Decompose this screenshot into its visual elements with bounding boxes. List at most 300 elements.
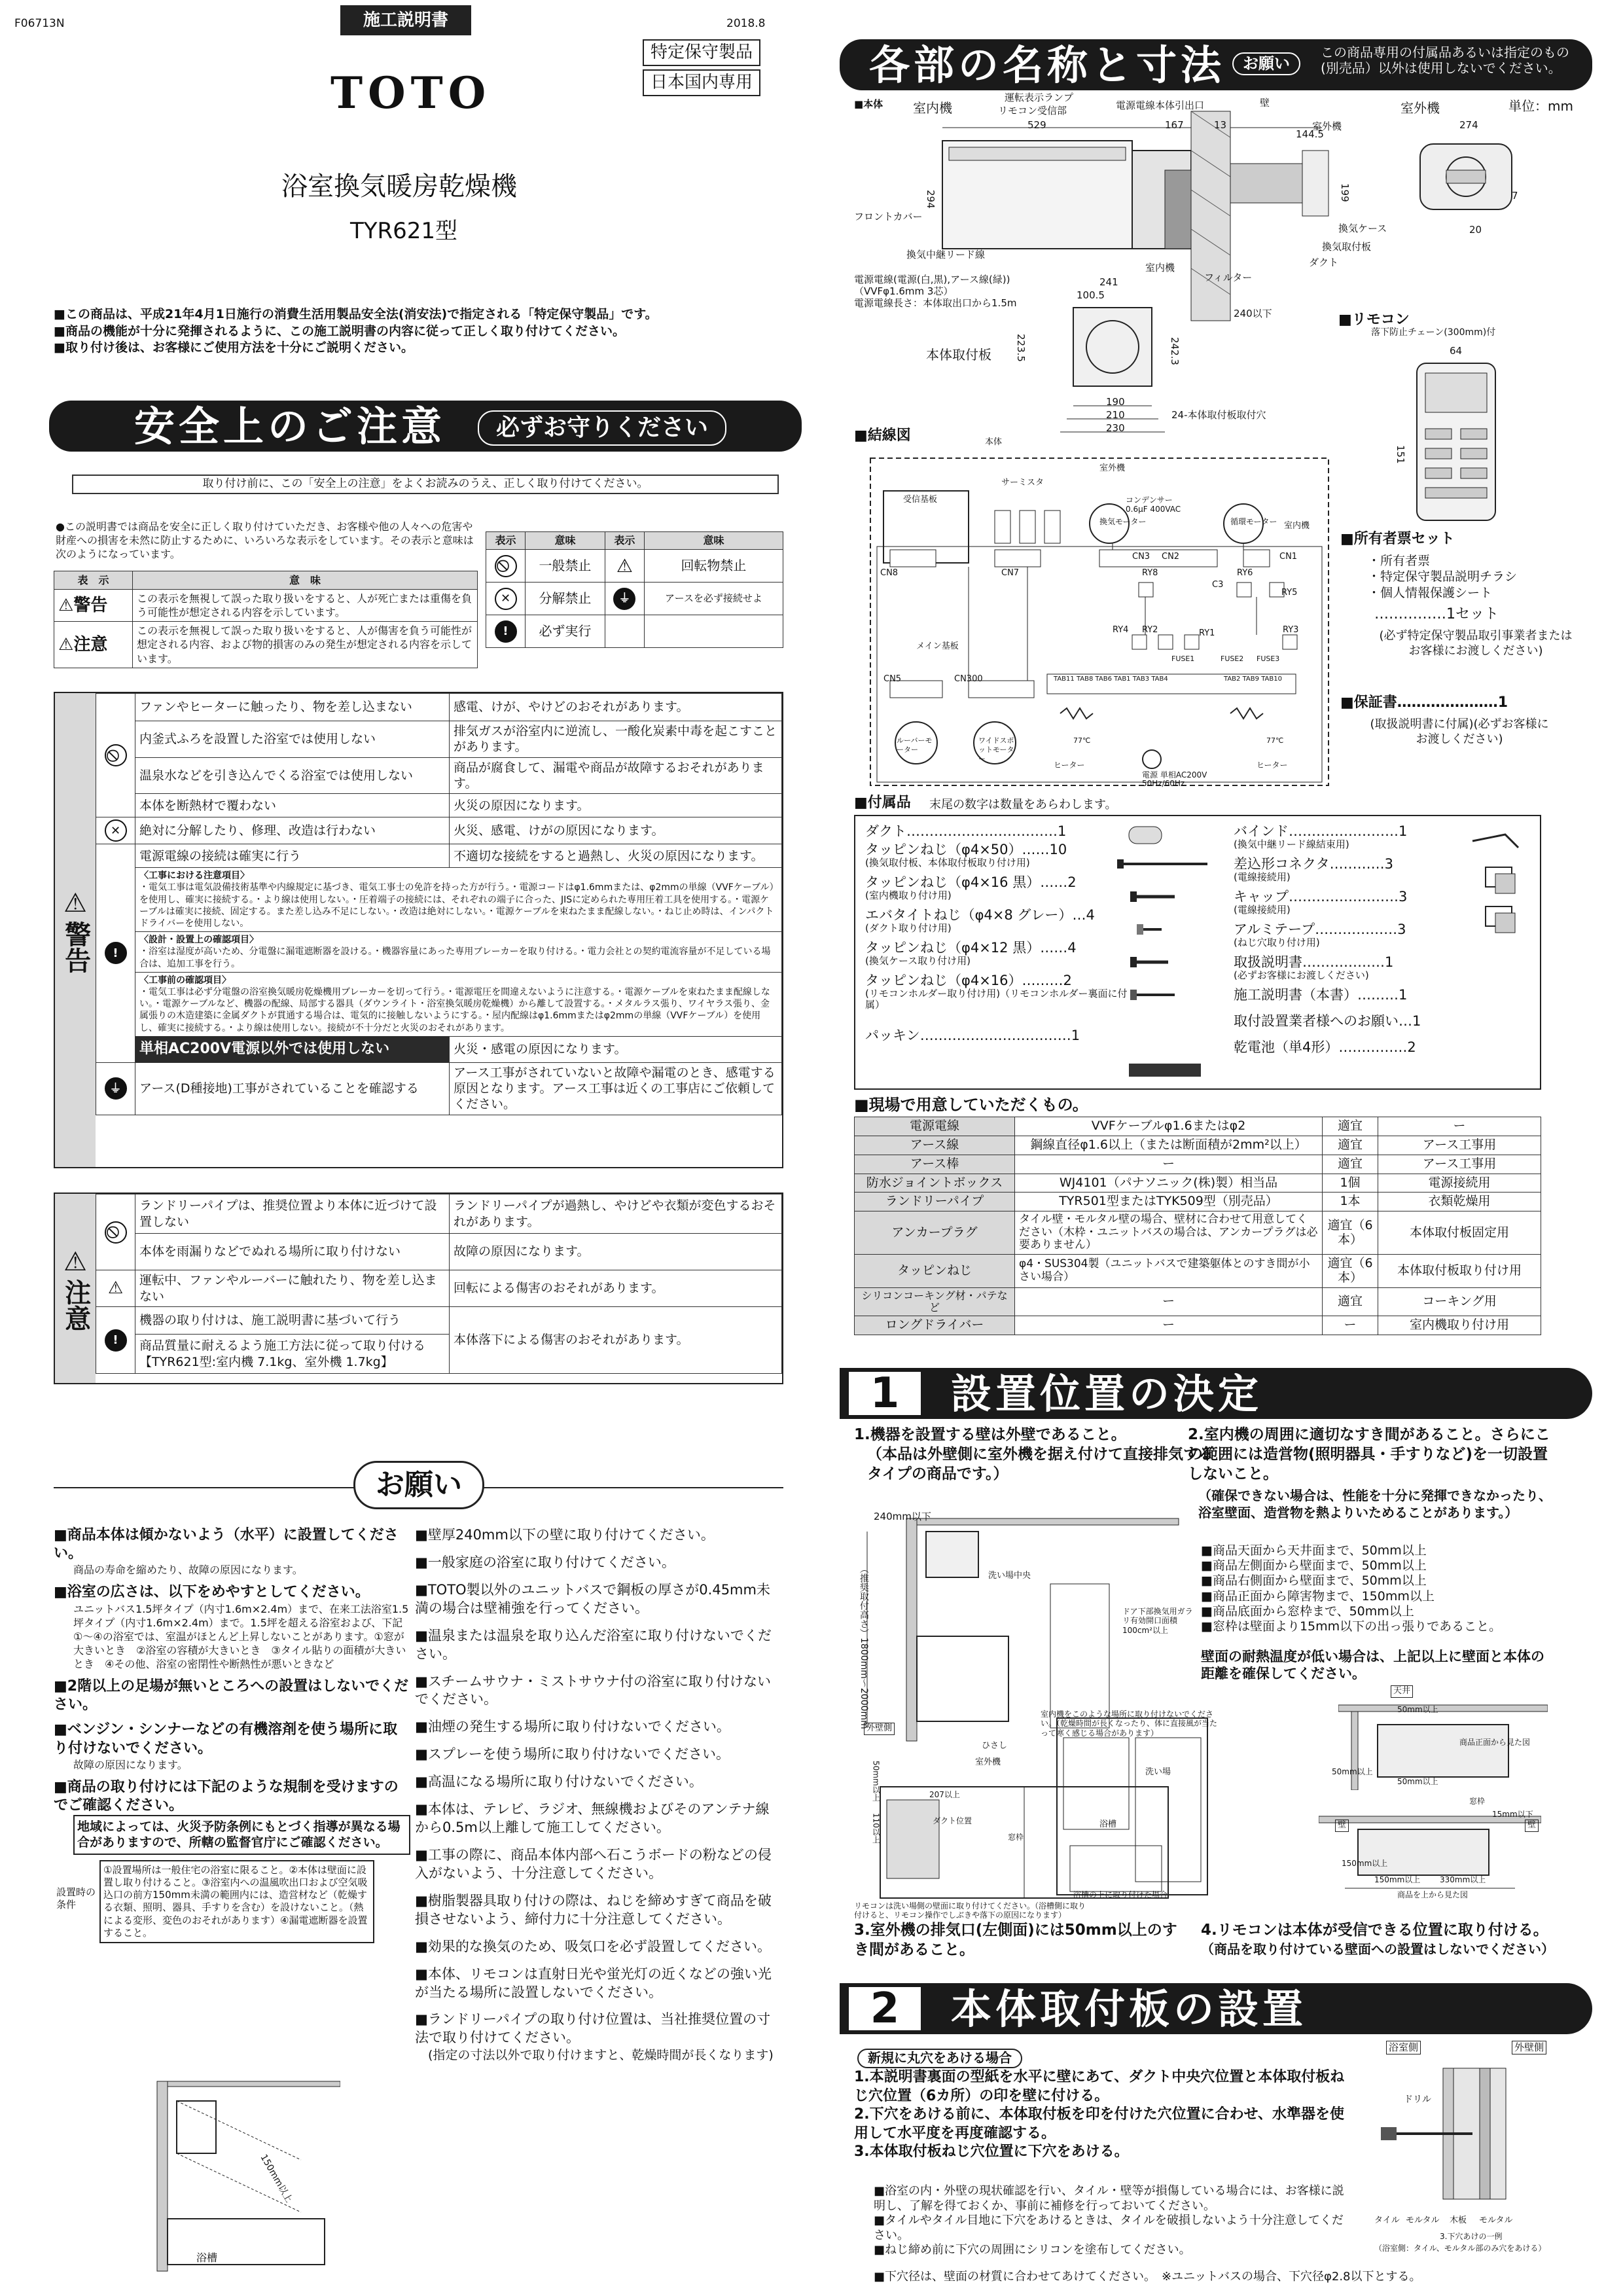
- w-circ-motor: 循環モーター: [1230, 517, 1277, 526]
- sym-h2: 意味: [526, 532, 605, 550]
- warn-res-5: 火災、感電、けがの原因になります。: [450, 817, 782, 844]
- w-fuse2: FUSE2: [1221, 655, 1244, 663]
- f1-top-view: 商品を上から見た図: [1397, 1890, 1469, 1899]
- parts-title-bar: [840, 39, 1592, 90]
- caution-item-2: 本体を雨漏りなどでぬれる場所に取り付けない: [135, 1234, 450, 1270]
- prohibit-icon-c1: [105, 1221, 127, 1244]
- s1-p3: 3.室外機の排気口(左側面)には50mm以上のすき間があること。: [854, 1922, 1177, 1958]
- warn-item-1: ファンやヒーターに触ったり、物を差し込まない: [135, 694, 450, 721]
- f1-wash-area: 洗い場: [1145, 1767, 1171, 1777]
- prohibited-icon: [495, 555, 517, 577]
- site-r4-u: 電源接続用: [1378, 1174, 1541, 1193]
- warn-res-2: 排気ガスが浴室内に逆流し、一酸化炭素中毒を起こすことがあります。: [450, 721, 782, 758]
- onegai-r11: ■樹脂製器具取り付けの際は、ねじを締めすぎて商品を破損させないよう、締付力に十分注意してください。: [415, 1892, 772, 1927]
- d-bath-side: 浴室側: [1386, 2041, 1421, 2054]
- f1-240: 240mm以下: [874, 1511, 931, 1522]
- site-table: [854, 1117, 1541, 1335]
- site-r6-q: 適宜（6本）: [1323, 1211, 1378, 1255]
- dim-167: 167: [1165, 119, 1184, 131]
- site-r1-q: 適宜: [1323, 1117, 1378, 1136]
- caution-res-3: 回転による傷害のおそれがあります。: [450, 1270, 782, 1307]
- s1-number: 1: [849, 1372, 921, 1415]
- site-r9-u: 室内機取り付け用: [1378, 1316, 1541, 1335]
- dim-210: 210: [1106, 409, 1125, 421]
- lbl-mount-plate: 本体取付板: [926, 347, 991, 363]
- site-r4-k: 防水ジョイントボックス: [855, 1174, 1015, 1193]
- lbl-mount-holes: 24-本体取付板取付穴: [1171, 409, 1266, 421]
- caution-side-text: 注意: [60, 1279, 91, 1332]
- warn-res-1: 感電、けが、やけどのおそれがあります。: [450, 694, 782, 721]
- warning-triangle-icon: ⚠: [58, 596, 74, 616]
- lbl-duct: ダクト: [1309, 257, 1339, 268]
- sym-rotation-prohibit: 回転物禁止: [644, 550, 783, 583]
- w-thermistor: サーミスタ: [1001, 478, 1044, 488]
- rotation-icon-c: ⚠: [107, 1278, 124, 1298]
- w-body: 本体: [985, 437, 1003, 447]
- legend-h2: 意 味: [133, 571, 478, 590]
- cond-text: ①設置場所は一般住宅の浴室に限ること。②本体は壁面に設置し取り付けること。③浴室内への温風吹出口および空気吸込口の前方150mm未満の範囲内には、造営材など（乾燥する衣類、照明、器具、手すりを含む）を設けないこと。（熱による変形、変色のおそれがあります）④漏電遮断器を設置すること。: [99, 1860, 374, 1943]
- acc-sub: 末尾の数字は数量をあらわします。: [929, 798, 1117, 812]
- sym-general-prohibit: 一般禁止: [526, 550, 605, 583]
- no-disassemble-icon-2: ✕: [105, 819, 127, 842]
- dim-144: 144.5: [1296, 128, 1324, 140]
- onegai-l3: ■2階以上の足場が無いところへの設置はしないでください。: [54, 1678, 409, 1713]
- dim-7: 7: [1512, 190, 1518, 202]
- ac200v-result: 火災・感電の原因になります。: [450, 1036, 782, 1062]
- onegai-r4: ■温泉または温泉を取り込んだ浴室に取り付けないでください。: [415, 1627, 772, 1662]
- f1-duct-pos: ダクト位置: [933, 1816, 972, 1825]
- w-c3: C3: [1212, 580, 1224, 590]
- site-r4-v: WJ4101（パナソニック(株)製）相当品: [1015, 1174, 1323, 1193]
- doc-code: F06713N: [14, 17, 65, 30]
- badge-tokutei: 特定保守製品: [643, 39, 760, 66]
- caution-item-1: ランドリーパイプは、推奨位置より本体に近づけて設置しない: [135, 1194, 450, 1234]
- owner-qty: ……………1セット: [1374, 606, 1499, 622]
- s2-bar: [840, 1983, 1592, 2034]
- f1-bad-place: 室内機をこのような場所に取り付けないでください。（乾燥時間が長くなったり、体に直接風が当たって寒く感じる場合があります）: [1041, 1710, 1218, 1738]
- dim-13: 13: [1214, 119, 1227, 131]
- acc-r1: バインド……………………1 (換気中継リード線結束用): [1234, 823, 1408, 851]
- w-spot-motor: ワイドスポットモーター: [978, 736, 1014, 764]
- onegai-r13: ■本体、リモコンは直射日光や蛍光灯の近くなどの強い光が当たる場所に設置しないでください。: [415, 1965, 772, 2000]
- f1-50: 50mm以上: [871, 1761, 881, 1802]
- w-ry2: RY2: [1142, 625, 1158, 635]
- f1-side50b: 50mm以上: [1397, 1777, 1438, 1786]
- sym-h4: 意味: [644, 532, 783, 550]
- d-outer-side: 外壁側: [1512, 2041, 1546, 2054]
- w-heater-1: ヒーター: [1054, 761, 1085, 770]
- indoor-label: 室内機: [913, 100, 952, 116]
- warning-block: [54, 692, 783, 1168]
- site-r1-v: VVFケーブルφ1.6またはφ2: [1015, 1117, 1323, 1136]
- site-r1-k: 電源電線: [855, 1117, 1015, 1136]
- dim-190: 190: [1106, 396, 1125, 408]
- acc-right: [1234, 823, 1469, 1062]
- w-cn3: CN3: [1132, 552, 1150, 562]
- f1-outdoor: 室外機: [975, 1757, 1001, 1767]
- s2-step2: 2.下穴をあける前に、本体取付板を印を付けた穴位置に合わせ、水準器を使用して水平度を再度確認する。: [854, 2106, 1345, 2142]
- f1-15: 15mm以下: [1492, 1810, 1533, 1819]
- s1-bath-top-figure: [1050, 1712, 1214, 1901]
- acc-l7: パッキン……………………………1: [865, 1028, 1080, 1043]
- site-r6-k: アンカープラグ: [855, 1211, 1015, 1255]
- f1-110: 110以上: [871, 1813, 881, 1844]
- site-r2-q: 適宜: [1323, 1136, 1378, 1155]
- onegai-r3: ■TOTO製以外のユニットバスで鋼板の厚さが0.45mm未満の場合は壁補強を行ってください。: [415, 1581, 770, 1616]
- notice-1: ■この商品は、平成21年4月1日施行の消費生活用製品安全法(消安法)で指定される「特定保守製品」です。: [54, 307, 658, 321]
- dim-100: 100.5: [1077, 289, 1105, 301]
- caution-item-4: 機器の取り付けは、施工説明書に基づいて行う: [135, 1307, 450, 1335]
- f1-wall-b: 壁: [1525, 1820, 1539, 1832]
- site-r6-v: タイル壁・モルタル壁の場合、壁材に合わせて用意してください（木枠・ユニットバスの場合は、アンカープラグは必要ありません）: [1015, 1211, 1323, 1255]
- must-do-icon-2: !: [105, 942, 127, 964]
- owner-items: ・所有者票 ・特定保守製品説明チラシ ・個人情報保護シート: [1368, 554, 1518, 600]
- lbl-cable-length: 電源電線長さ：本体取出口から1.5m: [854, 297, 1017, 309]
- f1-front150: 150mm以上: [1342, 1859, 1388, 1868]
- site-r5-u: 衣類乾燥用: [1378, 1193, 1541, 1211]
- legend-key-warning: 警告: [73, 596, 108, 616]
- dim-242: 242.3: [1169, 337, 1181, 365]
- sym-disassemble-prohibit: 分解禁止: [526, 583, 605, 615]
- w-fuse1: FUSE1: [1171, 655, 1195, 663]
- f1-207: 207以上: [929, 1790, 960, 1799]
- acc-l1: ダクト……………………………1: [865, 823, 1067, 839]
- site-r8-k: シリコンコーキング材・パテなど: [855, 1287, 1015, 1316]
- site-r3-u: アース工事用: [1378, 1155, 1541, 1174]
- site-r8-v: ー: [1015, 1287, 1323, 1316]
- no-disassemble-icon: ✕: [495, 588, 517, 610]
- f1-ceiling: 天井: [1391, 1685, 1413, 1698]
- dim-294: 294: [925, 190, 937, 209]
- caution-item-3: 運転中、ファンやルーバーに触れたり、物を差し込まない: [135, 1270, 450, 1307]
- f1-tub: 浴槽: [1099, 1820, 1117, 1829]
- onegai-l2: ■浴室の広さは、以下をめやすとしてください。 ユニットバス1.5坪タイプ（内寸1.6m×2.4m）まで、在来工法浴室1.5坪タイプ（内寸1.6m×2.4m）まで。1.5坪を超える浴室および、下記①～④の浴室では、室温がほとんど上昇しないことがあります。①窓が大きいとき ②浴室の容積が大きいとき ③タイル貼りの面積が大きいとき ④その他、浴室の密閉性や断熱性が悪いときなど: [54, 1584, 409, 1671]
- acc-left: [865, 823, 1140, 1047]
- s2-subnotes: ■浴室の内・外壁の現状確認を行い、タイル・壁等が損傷している場合には、お客様に説明し、了解を得ておくか、事前に補修を行っておいてください。 ■タイルやタイル目地に下穴をあけるときは、タイルを破損しないよう十分注意してください。 ■ねじ締め前に下穴の周囲にシリコンを塗布してください。: [874, 2184, 1344, 2257]
- w-power-source: 電源 単相AC200V 50Hz/60Hz: [1142, 770, 1207, 789]
- caution-side-icon: ⚠: [63, 1246, 87, 1277]
- w-cn8: CN8: [880, 568, 899, 578]
- w-ry5: RY5: [1281, 588, 1298, 598]
- site-r2-k: アース線: [855, 1136, 1015, 1155]
- f1-outside: 外壁側: [864, 1723, 895, 1735]
- site-r7-q: 適宜（6本）: [1323, 1254, 1378, 1287]
- s1-p2: 2.室内機の周囲に適切なすき間があること。さらにこの範囲には造営物(照明器具・手すりなど)を一切設置しないこと。 （確保できない場合は、性能を十分に発揮できなかったり、浴室壁面、造営物を熱よりいためることがあります。）: [1188, 1426, 1552, 1520]
- earth-result: アース工事がされていないと故障や漏電のとき、感電する原因となります。アース工事は近くの工事店にご依頼してください。: [450, 1062, 782, 1115]
- sym-must: 必ず実行: [526, 615, 605, 648]
- remote-drawing: [1407, 357, 1505, 527]
- onegai-right: [415, 1526, 781, 2064]
- w-tabs: TAB11 TAB8 TAB6 TAB1 TAB3 TAB4: [1054, 675, 1168, 683]
- acc-r2: 差込形コネクタ…………3 (電線接続用): [1234, 856, 1393, 884]
- site-r2-u: アース工事用: [1378, 1136, 1541, 1155]
- legend-val-caution: この表示を無視して誤った取り扱いをすると、人が傷害を負う可能性が想定される内容、および物的損害のみの発生が想定される内容を示しています。: [133, 622, 478, 668]
- onegai-l5: ■商品の取り付けには下記のような規制を受けますのでご確認ください。 地域によっては、火災予防条例にもとづく指導が異なる場合がありますので、所轄の監督官庁にご確認ください。: [54, 1778, 410, 1855]
- parts-note: この商品専用の付属品あるいは指定のもの(別売品）以外は使用しないでください。: [1321, 45, 1569, 76]
- wiring-label: ■結線図: [854, 427, 911, 444]
- acc-l3: タッピンねじ（φ4×16 黒）……2 (室内機取り付け用): [865, 874, 1077, 902]
- parts-pill: お願い: [1232, 52, 1300, 75]
- caution-res-5: 本体落下による傷害のおそれがあります。: [450, 1307, 782, 1374]
- acc-l4: エバタイトねじ（φ4×8 グレー）…4 (ダクト取り付け用): [865, 907, 1095, 935]
- safety-pill: 必ずお守りください: [478, 410, 726, 446]
- acc-r5: 取扱説明書………………1 (必ずお客様にお渡しください): [1234, 954, 1394, 982]
- w-cn300: CN300: [954, 674, 983, 684]
- w-heater-2: ヒーター: [1257, 761, 1288, 770]
- w-vent-motor: 換気モーター: [1099, 517, 1147, 526]
- site-r9-k: ロングドライバー: [855, 1316, 1015, 1335]
- onegai-title: お願い: [353, 1461, 484, 1509]
- notice-2: ■商品の機能が十分に発揮されるように、この施工説明書の内容に従って正しく取り付けてください。: [54, 323, 625, 338]
- w-cn2: CN2: [1162, 552, 1180, 562]
- acc-connectors-drawing: [1466, 828, 1531, 959]
- f1-wash-center: 洗い場中央: [988, 1571, 1031, 1581]
- d-wood: 木板: [1450, 2215, 1467, 2225]
- caution-item-5: 商品質量に耐えるよう施工方法に従って取り付ける【TYR621型:室内機 7.1kg、室外機 1.7kg】: [135, 1335, 450, 1374]
- must-do-icon-c: !: [105, 1329, 127, 1352]
- w-indoor: 室内機: [1284, 521, 1310, 531]
- f1-eave: ひさし: [982, 1741, 1008, 1751]
- onegai-r12: ■効果的な換気のため、吸気口を必ず設置してください。: [415, 1938, 771, 1954]
- cond-label: 設置時の条件: [56, 1886, 96, 1910]
- rotation-warning-icon: ⚠: [616, 555, 633, 577]
- site-r3-k: アース棒: [855, 1155, 1015, 1174]
- work3-text: ・電気工事は必ず分電盤の浴室換気暖房乾燥機用ブレーカーを切って行う。・電源電圧を間違えないように注意する。・電源ケーブルを束ねたまま配線しない。・電源ケーブルなど、機器の配線、局部する器具（ダウンライト・浴室換気暖房乾燥機）から離して設置する。・メタルラス張り、ワイヤラス張り、金属張りの木造建築に金属ダクトが貫通する場合は、電気的に接触しないようにする。・屋内配線はφ1.6mmまたはφ2mmの単線（VVFケーブル）を使用し、確実に接続する。・より線は使用しない。接続が不十分だと火災のおそれがあります。: [139, 986, 770, 1033]
- lbl-filter: フィルター: [1204, 272, 1253, 283]
- w-tabs-2: TAB2 TAB9 TAB10: [1224, 675, 1282, 683]
- d-mortar2: モルタル: [1479, 2215, 1513, 2225]
- w-outdoor: 室外機: [1099, 463, 1126, 473]
- brand-logo: TOTO: [330, 67, 491, 118]
- f1-front-view: 商品正面から見た図: [1459, 1738, 1531, 1747]
- bath-fig-label: 浴槽: [196, 2251, 218, 2264]
- s2-step3: 3.本体取付板ねじ穴位置に下穴をあける。: [854, 2144, 1129, 2161]
- site-r3-q: 適宜: [1323, 1155, 1378, 1174]
- owner-note: (必ず特定保守製品取引事業者またはお客様にお渡しください): [1379, 629, 1573, 658]
- f1-side50a: 50mm以上: [1332, 1767, 1373, 1776]
- onegai-conditions: [54, 1860, 410, 1943]
- d-tile: タイル: [1374, 2215, 1400, 2225]
- site-r7-k: タッピンねじ: [855, 1254, 1015, 1287]
- f1-wall-a: 壁: [1335, 1820, 1349, 1832]
- bath-fig-dim: 150mm以上: [258, 2152, 294, 2204]
- sym-h1: 表示: [486, 532, 526, 550]
- w-recv-board: 受信基板: [903, 495, 938, 505]
- w-capacitor: コンデンサー 0.6μF 400VAC: [1126, 495, 1181, 514]
- remote-label: ■リモコン: [1338, 312, 1410, 328]
- site-r9-v: ー: [1015, 1316, 1323, 1335]
- dim-241: 241: [1099, 276, 1118, 288]
- warranty-note: (取扱説明書に付属)(必ずお客様にお渡しください): [1370, 717, 1549, 747]
- s1-clearances: ■商品天面から天井面まで、50mm以上 ■商品左側面から壁面まで、50mm以上 ■商品右側面から壁面まで、50mm以上 ■商品正面から障害物まで、150mm以上 ■商品底面から窓枠まで、50mm以上 ■窓枠は壁面より15mm以下の出っ張りであること。: [1201, 1543, 1502, 1634]
- w-louver-motor: ルーバーモーター: [897, 736, 933, 755]
- ac200v-label: 単相AC200V電源以外では使用しない: [135, 1036, 450, 1062]
- s1-title: 設置位置の決定: [951, 1370, 1263, 1418]
- lbl-cable-outlet: 電源電線本体引出口: [1116, 99, 1205, 111]
- w-fuse3: FUSE3: [1257, 655, 1280, 663]
- work2-heading: 〈設計・設置上の確認項目〉: [139, 935, 259, 946]
- unit-label: 単位：mm: [1508, 98, 1573, 114]
- onegai-r5: ■スチームサウナ・ミストサウナ付の浴室に取り付けないでください。: [415, 1673, 771, 1708]
- w-ry3: RY3: [1283, 625, 1299, 635]
- s1-p4: 4.リモコンは本体が受信できる位置に取り付ける。 （商品を取り付けている壁面への設置はしないでください）: [1201, 1922, 1554, 1957]
- lbl-vvf: （VVFφ1.6mm 3芯）: [854, 285, 954, 297]
- f1-150b: 150mm以上: [1374, 1875, 1421, 1884]
- s2-title: 本体取付板の設置: [951, 1985, 1308, 2033]
- caution-triangle-icon: ⚠: [58, 634, 74, 655]
- earth-label: アース(D種接地)工事がされていることを確認する: [135, 1062, 450, 1115]
- site-r1-u: ー: [1378, 1117, 1541, 1136]
- outdoor-label: 室外機: [1400, 100, 1440, 116]
- remote-sub: 落下防止チェーン(300mm)付: [1371, 327, 1496, 338]
- work1-text: ・電気工事は電気設備技術基準や内線規定に基づき、電気工事士の免許を持った方が行う。・電源コードはφ1.6mmまたは、φ2mmの単線（VVFケーブル）を使用し、確実に接続する。・より線は使用しない。・圧着端子の接続には、それぞれの端子に合った、JISに定められた専用圧着工具を使用する。・電源ケーブルは確実に接続、固定する。また差し込み不足にしない。・改造は絶対にしない。・電源ケーブルを束ねたまま配線しない。・ねじ止め時は、インパクトドライバーを使用しない。: [139, 882, 774, 929]
- doc-date: 2018.8: [726, 17, 766, 30]
- s1-clearance-top-figure: [1319, 1810, 1541, 1934]
- warn-res-3: 商品が腐食して、漏電や商品が故障するおそれがあります。: [450, 757, 782, 794]
- notices: [54, 306, 806, 357]
- warn-item-6: 電源電線の接続は確実に行う: [135, 844, 450, 868]
- safety-title: 安全上のご注意: [134, 403, 446, 450]
- notice-3: ■取り付け後は、お客様にご使用方法を十分にご説明ください。: [54, 340, 414, 355]
- onegai-r9: ■本体は、テレビ、ラジオ、無線機およびそのアンテナ線から0.5m以上離して施工してください。: [415, 1801, 770, 1836]
- s2-tag: 新規に丸穴をあける場合: [857, 2049, 1022, 2068]
- f1-window2: 窓枠: [1469, 1797, 1486, 1806]
- acc-r8: 乾電池（単4形）……………2: [1234, 1039, 1416, 1055]
- site-r5-k: ランドリーパイプ: [855, 1193, 1015, 1211]
- f1-door-vent: ドア下部換気用ガラリ有効開口面積100cm²以上: [1122, 1607, 1193, 1635]
- sym-earth: アースを必ず接続せよ: [644, 583, 783, 615]
- legend-val-warning: この表示を無視して誤った取り扱いをすると、人が死亡または重傷を負う可能性が想定される内容を示しています。: [133, 590, 478, 622]
- d-caption-sub: （浴室側：タイル、モルタル部のみ穴をあける）: [1374, 2244, 1546, 2253]
- lbl-front-cover: フロントカバー: [854, 211, 923, 223]
- lbl-power-cable: 電源電線(電源(白,黒),アース線(緑)): [854, 274, 1010, 285]
- lbl-remote-receiver: リモコン受信部: [998, 105, 1067, 117]
- prohibit-icon-1: [105, 744, 127, 766]
- lbl-indoor-unit: 室内機: [1145, 262, 1175, 274]
- warn-item-4: 本体を断熱材で覆わない: [135, 794, 450, 817]
- dim-240: 240以下: [1234, 308, 1272, 319]
- site-r8-q: 適宜: [1323, 1287, 1378, 1316]
- w-temp-1: 77℃: [1073, 736, 1091, 745]
- lbl-vent-plate: 換気取付板: [1322, 241, 1372, 253]
- w-main-board: メイン基板: [916, 641, 959, 651]
- f1-330: 330mm以上: [1440, 1875, 1486, 1884]
- f1-top50: 50mm以上: [1397, 1705, 1438, 1714]
- f1-height: （推奨取付高さ）1800mm～2000mm: [858, 1564, 869, 1729]
- onegai-r6: ■油煙の発生する場所に取り付けないでください。: [415, 1719, 730, 1735]
- w-ry1: RY1: [1199, 628, 1215, 638]
- s2-step1: 1.本説明書裏面の型紙を水平に壁にあて、ダクト中央穴位置と本体取付板ねじ穴位置（6カ所）の印を壁に付ける。: [854, 2069, 1345, 2104]
- caution-block: [54, 1193, 783, 1384]
- bath-clearance-figure: [105, 2068, 340, 2278]
- symbol-table: [486, 531, 783, 648]
- site-r2-v: 鋼線直径φ1.6以上（または断面積が2mm²以上）: [1015, 1136, 1323, 1155]
- lbl-wall: 壁: [1260, 97, 1270, 109]
- sym-h3: 表示: [605, 532, 644, 550]
- f1-window: 窓枠: [1008, 1833, 1024, 1842]
- product-name: 浴室換気暖房乾燥機: [281, 171, 517, 202]
- f1-remote-note: リモコンは洗い場側の壁面に取り付けてください。（浴槽側に取り付けると、リモコン操作でしぶきや落下の原因になります）: [854, 1901, 1086, 1920]
- acc-label: ■付属品: [854, 795, 911, 811]
- warning-side-text: 警告: [60, 920, 91, 973]
- dim-529: 529: [1027, 119, 1046, 131]
- lbl-vent-lead: 換気中継リード線: [906, 249, 986, 260]
- w-cn1: CN1: [1279, 552, 1298, 562]
- onegai-r10: ■工事の際に、商品本体内部へ石こうボードの粉などの侵入がないよう、十分注意してください。: [415, 1846, 772, 1881]
- earth-icon: ⏚: [613, 588, 635, 610]
- acc-screws-drawing: [1116, 821, 1214, 1083]
- lbl-outdoor-unit: 室外機: [1312, 120, 1342, 132]
- dim-64: 64: [1450, 345, 1463, 357]
- legend-h1: 表 示: [54, 571, 133, 590]
- s1-p1: 1.機器を設置する壁は外壁であること。 （本品は外壁側に室外機を据え付けて直接排気するタイプの商品です。）: [854, 1426, 1213, 1482]
- d-drill: ドリル: [1404, 2094, 1431, 2105]
- s2-subnote-4: ■下穴径は、壁面の材質に合わせてあけてください。 ※ユニットバスの場合、下穴径φ2.8以下とする。: [874, 2270, 1421, 2284]
- s1-bar: [840, 1368, 1592, 1419]
- safety-title-bar: [49, 401, 802, 452]
- doc-type-label: 施工説明書: [340, 5, 471, 35]
- acc-r6: 施工説明書（本書）………1: [1234, 987, 1408, 1003]
- owner-label: ■所有者票セット: [1340, 531, 1455, 547]
- warn-item-5: 絶対に分解したり、修理、改造は行わない: [135, 817, 450, 844]
- drill-figure: [1381, 2062, 1564, 2212]
- site-label: ■現場で用意していただくもの。: [854, 1096, 1088, 1114]
- onegai-r7: ■スプレーを使う場所に取り付けないでください。: [415, 1746, 730, 1763]
- onegai-r8: ■高温になる場所に取り付けないでください。: [415, 1774, 703, 1790]
- acc-r7: 取付設置業者様へのお願い…1: [1234, 1013, 1421, 1029]
- warn-res-4: 火災の原因になります。: [450, 794, 782, 817]
- warn-res-6: 不適切な接続をすると過熱し、火災の原因になります。: [450, 844, 782, 868]
- badge-domestic: 日本国内専用: [643, 69, 760, 96]
- w-temp-2: 77℃: [1266, 736, 1284, 745]
- dim-151: 151: [1395, 445, 1407, 464]
- onegai-r2: ■一般家庭の浴室に取り付けてください。: [415, 1554, 675, 1570]
- onegai-l1: ■商品本体は傾かないよう（水平）に設置してください。 商品の寿命を縮めたり、故障の原因になります。: [54, 1527, 399, 1577]
- d-caption: 3.下穴あけの一例: [1440, 2232, 1503, 2241]
- dim-230: 230: [1106, 422, 1125, 434]
- acc-r4: アルミテープ………………3 (ねじ穴取り付け用): [1234, 922, 1406, 949]
- lbl-vent-case: 換気ケース: [1338, 223, 1387, 234]
- warning-side-icon: ⚠: [63, 888, 87, 919]
- acc-l2: タッピンねじ（φ4×50）……10 (換気取付板、本体取付板取り付け用): [865, 842, 1067, 869]
- work3-heading: 〈工事前の確認項目〉: [139, 975, 231, 986]
- site-r4-q: 1個: [1323, 1174, 1378, 1193]
- onegai-r1: ■壁厚240mm以下の壁に取り付けてください。: [415, 1527, 715, 1543]
- w-cn7: CN7: [1001, 568, 1020, 578]
- w-ry4: RY4: [1113, 625, 1129, 635]
- site-r6-u: 本体取付板固定用: [1378, 1211, 1541, 1255]
- safety-desc: ●この説明書では商品を安全に正しく取り付けていただき、お客様や他の人々への危害や財産への損害を未然に防止するために、いろいろな表示をしています。その表示と意味は次のようになっています。: [56, 520, 474, 561]
- site-r9-q: ー: [1323, 1316, 1378, 1335]
- warn-item-2: 内釜式ふろを設置した浴室では使用しない: [135, 721, 450, 758]
- dim-274: 274: [1459, 119, 1478, 131]
- dim-223: 223.5: [1015, 334, 1027, 362]
- warranty-label: ■保証書…………………1: [1340, 694, 1508, 711]
- w-ry6: RY6: [1237, 568, 1253, 578]
- onegai-r14: ■ランドリーパイプの取り付け位置は、当社推奨位置の寸法で取り付けてください。: [415, 2011, 771, 2046]
- dim-20: 20: [1469, 224, 1482, 236]
- acc-r3: キャップ……………………3 (電線接続用): [1234, 889, 1408, 916]
- site-r7-v: φ4・SUS304製（ユニットバスで建築躯体とのすき間が小さい場合）: [1015, 1254, 1323, 1287]
- onegai-left: [54, 1526, 410, 1943]
- warning-side-label: [55, 693, 96, 1167]
- w-cn5: CN5: [883, 674, 902, 684]
- outdoor-unit-drawing: [1407, 131, 1531, 229]
- s2-steps: [854, 2068, 1351, 2162]
- work2-text: ・浴室は湿度が高いため、分電盤に漏電遮断器を設ける。・機器容量にあった専用ブレーカーを取り付ける。・電力会社との契約電流容量が不足している場合は、追加工事を行う。: [139, 946, 771, 969]
- site-r5-v: TYR501型またはTYK509型（別売品）: [1015, 1193, 1323, 1211]
- must-do-icon: !: [495, 620, 517, 643]
